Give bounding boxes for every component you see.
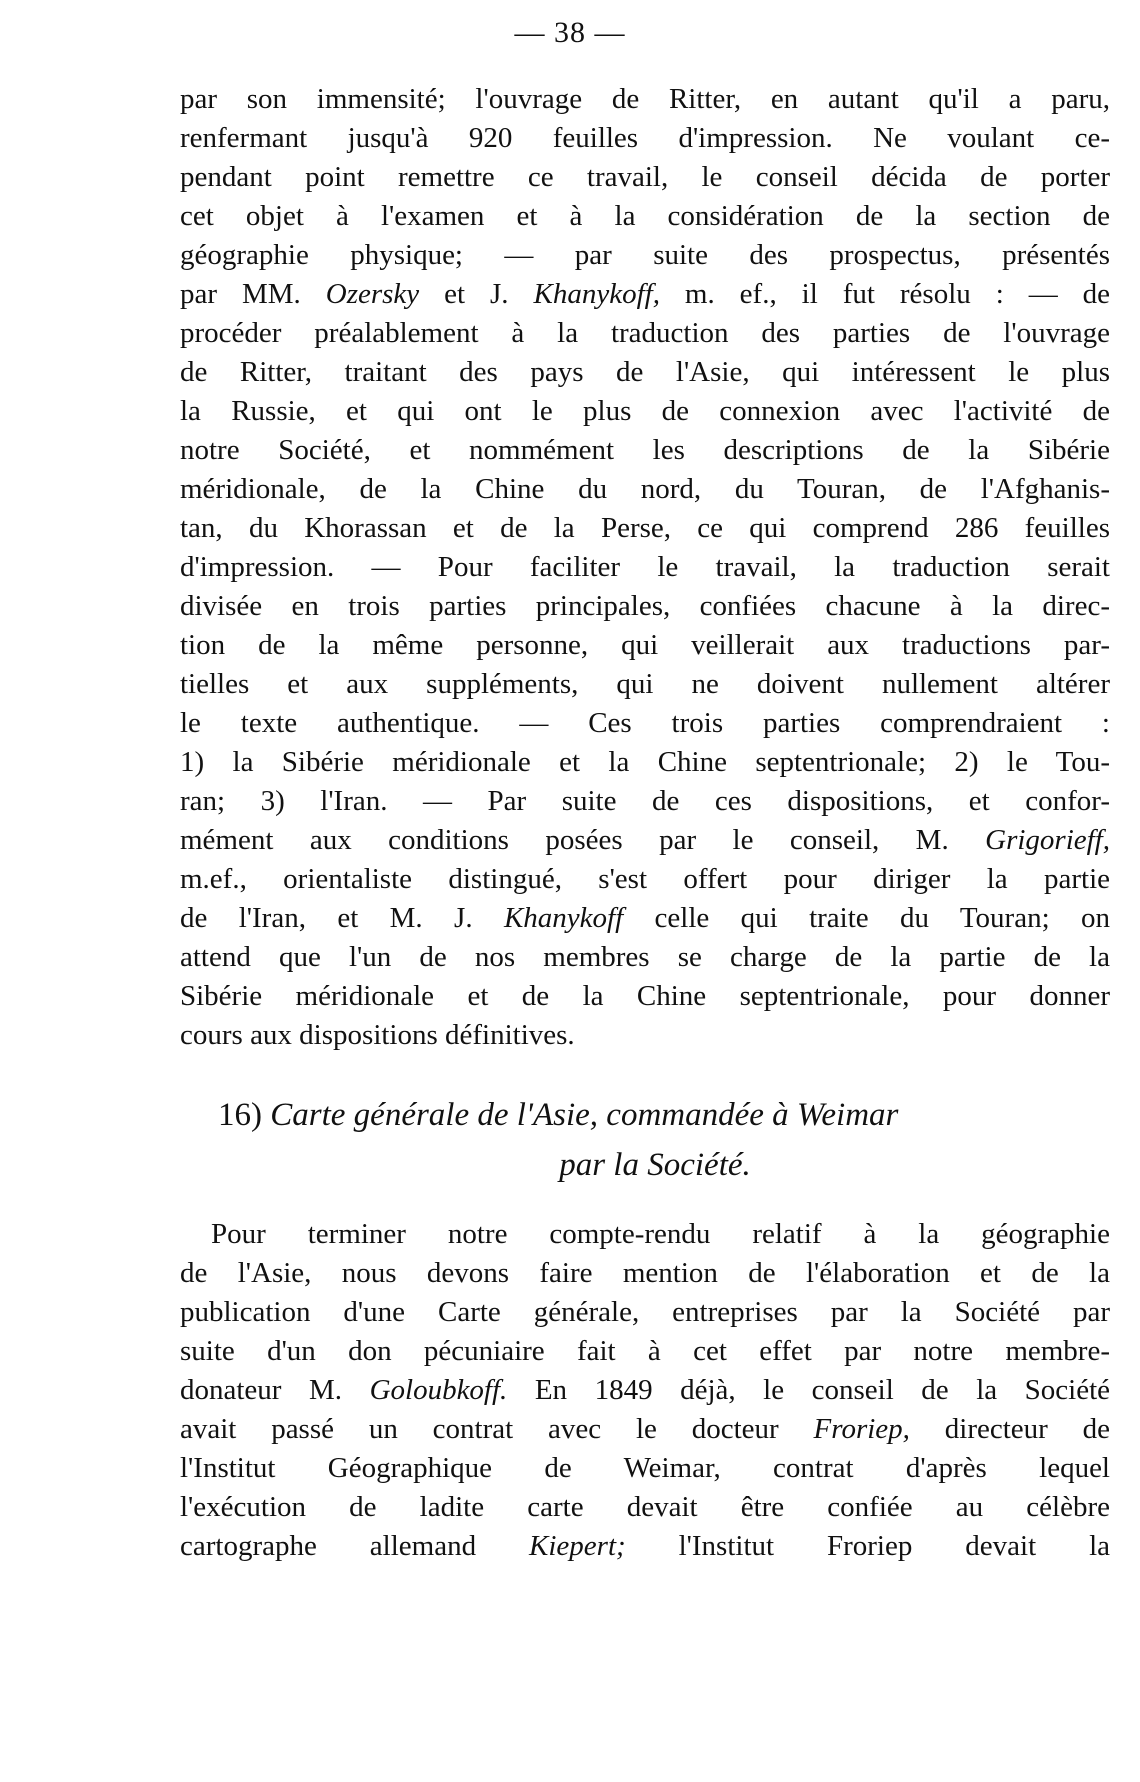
text-line: l'exécution de ladite carte devait être confiée au célèbre (180, 1491, 1110, 1523)
text-line: renfermant jusqu'à 920 feuilles d'impression. Ne voulant ce- (180, 122, 1110, 154)
text-line: de Ritter, traitant des pays de l'Asie, qui intéressent le plus (180, 356, 1110, 388)
text-fragment: avait passé un contrat avec le docteur (180, 1413, 779, 1445)
text-line: attend que l'un de nos membres se charge de la partie de la (180, 941, 1110, 973)
text-line (180, 1371, 1110, 1410)
text-line: pendant point remettre ce travail, le conseil décida de porter (180, 161, 1110, 193)
text-line: géographie physique; — par suite des prospectus, présentés (180, 239, 1110, 271)
text-line: d'impression. — Pour faciliter le travail, la traduction serait (180, 551, 1110, 583)
person-name-khanykoff: Khanykoff (503, 902, 624, 934)
text-line: notre Société, et nommément les descriptions de la Sibérie (180, 434, 1110, 466)
text-fragment: m. ef., il fut résolu : — de (684, 278, 1110, 310)
paragraph-carte-generale (180, 1215, 1110, 1566)
section-heading-line (180, 1090, 1110, 1140)
section-number: 16) (218, 1097, 262, 1133)
text-line (180, 275, 1110, 314)
text-line (180, 1527, 1110, 1566)
text-line (180, 1410, 1110, 1449)
text-fragment: par MM. (180, 278, 301, 310)
text-fragment: mément aux conditions posées par le conseil, M. (180, 824, 949, 856)
text-fragment: donateur M. (180, 1374, 343, 1406)
text-line: divisée en trois parties principales, confiées chacune à la direc- (180, 590, 1110, 622)
text-line: cours aux dispositions définitives. (180, 1019, 575, 1051)
text-line: tan, du Khorassan et de la Perse, ce qui comprend 286 feuilles (180, 512, 1110, 544)
text-line: méridionale, de la Chine du nord, du Touran, de l'Afghanis- (180, 473, 1110, 505)
text-fragment: de l'Iran, et M. J. (180, 902, 473, 934)
text-fragment: l'Institut Froriep devait la (678, 1530, 1110, 1562)
text-fragment: directeur de (944, 1413, 1110, 1445)
text-fragment: En 1849 déjà, le conseil de la Société (534, 1374, 1110, 1406)
text-fragment: et J. (444, 278, 509, 310)
page-number: — 38 — (514, 16, 626, 49)
text-line: publication d'une Carte générale, entreprises par la Société par (180, 1296, 1110, 1328)
section-title-part2: par la Société. (559, 1147, 751, 1183)
text-line: le texte authentique. — Ces trois parties comprendraient : (180, 707, 1110, 739)
paragraph-ritter-translation (180, 80, 1110, 1055)
text-line: Pour terminer notre compte-rendu relatif à la géographie (211, 1218, 1110, 1250)
person-name-goloubkoff: Goloubkoff. (369, 1374, 508, 1406)
text-line (180, 899, 1110, 938)
text-line: m.ef., orientaliste distingué, s'est offert pour diriger la partie (180, 863, 1110, 895)
text-line: la Russie, et qui ont le plus de connexion avec l'activité de (180, 395, 1110, 427)
text-line: ran; 3) l'Iran. — Par suite de ces dispositions, et confor- (180, 785, 1110, 817)
text-line: de l'Asie, nous devons faire mention de l'élaboration et de la (180, 1257, 1110, 1289)
section-heading-16 (180, 1090, 1110, 1190)
section-title-part1: Carte générale de l'Asie, commandée à Weimar (270, 1097, 899, 1133)
text-line: tion de la même personne, qui veillerait aux traductions par- (180, 629, 1110, 661)
person-name-froriep: Froriep, (813, 1413, 910, 1445)
person-name-ozersky: Ozersky (325, 278, 420, 310)
text-line: 1) la Sibérie méridionale et la Chine septentrionale; 2) le Tou- (180, 746, 1110, 778)
text-line: cet objet à l'examen et à la considération de la section de (180, 200, 1110, 232)
text-line: tielles et aux suppléments, qui ne doivent nullement altérer (180, 668, 1110, 700)
text-line: suite d'un don pécuniaire fait à cet effet par notre membre- (180, 1335, 1110, 1367)
text-line: procéder préalablement à la traduction des parties de l'ouvrage (180, 317, 1110, 349)
person-name-grigorieff: Grigorieff, (985, 824, 1110, 856)
text-line: l'Institut Géographique de Weimar, contrat d'après lequel (180, 1452, 1110, 1484)
text-line: Sibérie méridionale et de la Chine septentrionale, pour donner (180, 980, 1110, 1012)
text-fragment: cartographe allemand (180, 1530, 477, 1562)
text-line (180, 821, 1110, 860)
text-fragment: celle qui traite du Touran; on (654, 902, 1110, 934)
person-name-kiepert: Kiepert; (529, 1530, 626, 1562)
text-line: par son immensité; l'ouvrage de Ritter, en autant qu'il a paru, (180, 83, 1110, 115)
person-name-khanykoff: Khanykoff, (533, 278, 660, 310)
